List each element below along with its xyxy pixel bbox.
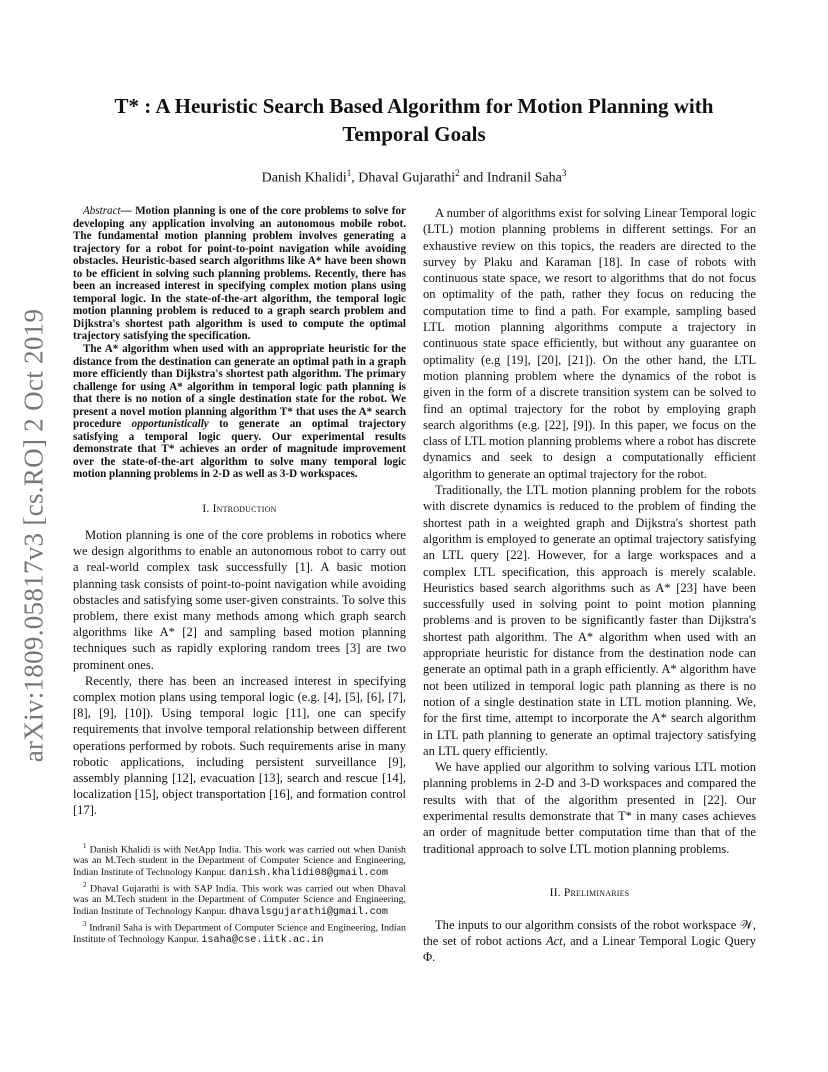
abstract-text: to generate an optimal trajectory satisfying a temporal logic query. Our experimental results demonstrate that T* achieves an order of magnitude improvement over the state-of-the-art algorithm to solve many temporal logic motion planning problems in 2-D as well as 3-D workspaces.	[73, 418, 406, 481]
footnote-email[interactable]: isaha@cse.iitk.ac.in	[201, 934, 324, 946]
section-title: Introduction	[212, 503, 277, 516]
abstract-emphasis: opportunistically	[131, 418, 209, 431]
author-separator: ,	[351, 170, 359, 186]
body-text: , and a Linear Temporal Logic Query Φ.	[423, 934, 756, 965]
footnote-text: Indranil Saha is with Department of Computer Science and Engineering, Indian Institute of Technology Kanpur.	[73, 922, 406, 945]
math-symbol: 𝒲	[739, 917, 753, 932]
footnote-mark: 3	[83, 920, 87, 929]
abstract-text: The A* algorithm when used with an appropriate heuristic for the distance from the destination can generate an optimal path in a graph more efficiently than Dijkstra's shortest path algorithm. The primary challenge for using A* algorithm in temporal logic path planning is that there is no notion of a single destination state for the robot. We present a novel motion planning algorithm T* that uses the A* search procedure	[73, 343, 406, 431]
body-text: The inputs to our algorithm consists of the robot workspace	[435, 917, 740, 932]
abstract-dash: —	[120, 205, 136, 217]
body-paragraph: Recently, there has been an increased interest in specifying complex motion plans using temporal logic (e.g. [4], [5], [6], [7], [8], [9], [10]). Using temporal logic [11], one can specify requirements that involve temporal relationship between different operations performed by robots. Such requirements arise in many robotic applications, including persistent surveillance [9], assembly planning [12], evacuation [13], search and rescue [14], localization [15], object transportation [16], and formation control [17].	[73, 673, 406, 818]
math-symbol: Act	[545, 934, 563, 949]
abstract-text: Motion planning is one of the core problems to solve for developing any application involving an autonomous mobile robot. The fundamental motion planning problem involves generating a trajectory for a robot for point-to-point navigation while avoiding obstacles. Heuristic-based search algorithms like A* have been shown to be efficient in solving such planning problems. Recently, there has been an increased interest in specifying complex motion plans using temporal logic. In the state-of-the-art algorithm, the temporal logic motion planning problem is reduced to a graph search problem and Dijkstra's shortest path algorithm is used to compute the optimal trajectory satisfying the specification.	[73, 205, 406, 343]
footnote-text: Dhaval Gujarathi is with SAP India. This work was carried out when Dhaval was an M.Tech student in the Department of Computer Science and Engineering, Indian Institute of Technology Kanpur.	[73, 883, 406, 917]
footnote-mark: 2	[83, 880, 87, 889]
footnote	[73, 919, 406, 946]
footnote-email[interactable]: dhavalsgujarathi@gmail.com	[229, 906, 388, 918]
section-number: II.	[549, 886, 564, 899]
author-affil-mark: 2	[455, 168, 460, 178]
author-name: Danish Khalidi	[261, 170, 347, 186]
footnote-mark: 1	[83, 841, 87, 850]
footnote	[73, 841, 406, 879]
paper-title: T* : A Heuristic Search Based Algorithm for Motion Planning with Temporal Goals	[114, 94, 714, 146]
body-paragraph	[423, 917, 756, 966]
abstract	[73, 205, 406, 481]
footnote-email[interactable]: danish.khalidi08@gmail.com	[229, 867, 388, 879]
abstract-paragraph	[73, 205, 406, 343]
footnote	[73, 880, 406, 918]
section-title: Preliminaries	[563, 886, 630, 899]
footnote-text: Danish Khalidi is with NetApp India. This work was carried out when Danish was an M.Tech student in the Department of Computer Science and Engineering, Indian Institute of Technology Kanpur.	[73, 843, 406, 878]
body-paragraph: We have applied our algorithm to solving various LTL motion planning problems in 2-D and 3-D workspaces and compared the results with that of the algorithm presented in [22]. Our experimental results demonstrate that T* in many cases achieves an order of magnitude better computation time than that of the traditional approach to solve LTL motion planning problems.	[423, 760, 756, 856]
prelim-body	[423, 917, 756, 966]
section-number: I.	[202, 503, 213, 516]
footnotes	[73, 841, 406, 946]
right-column	[423, 205, 756, 966]
author-affil-mark: 1	[346, 168, 352, 178]
abstract-heading: Abstract	[83, 205, 121, 217]
section-heading-introduction	[73, 503, 406, 515]
left-column	[73, 205, 406, 947]
body-paragraph: Motion planning is one of the core problems in robotics where we design algorithms to enable an autonomous robot to carry out a real-world complex task successfully [1]. A basic motion planning task consists of point-to-point navigation while avoiding obstacles and satisfying some user-given constraints. To solve this problem, there exist many methods among which graph search algorithms like A* [2] and sampling based motion planning techniques such as rapidly exploring random trees [3] are two prominent ones.	[73, 528, 406, 672]
body-paragraph: Traditionally, the LTL motion planning problem for the robots with discrete dynamics is reduced to the problem of finding the shortest path in a weighted graph and Dijkstra's shortest path algorithm is employed to generate an optimal trajectory satisfying an LTL query [22]. However, for a large workspaces and a complex LTL specification, this approach is merely scalable. Heuristics based search algorithms such as A* [23] have been successfully used in solving point to point motion planning problems and is proven to be significantly faster than Dijkstra's shortest path algorithm. The A* algorithm when used with an appropriate heuristic for distance from the destination node can generate an optimal path in a graph efficiently. A* algorithm have not been utilized in temporal logic path planning as there is no notion of a single destination state in LTL motion planning. We, for the first time, attempt to incorporate the A* search algorithm in LTL path planning to generate an optimal trajectory satisfying an LTL query efficiently.	[423, 483, 756, 758]
intro-body-left	[73, 527, 406, 819]
body-text: , the set of robot actions	[423, 917, 756, 949]
author-line	[70, 168, 758, 187]
section-heading-preliminaries	[423, 887, 756, 899]
author-separator: and	[459, 170, 487, 186]
arxiv-stamp	[14, 295, 54, 775]
author-name: Indranil Saha	[486, 170, 562, 186]
author-name: Dhaval Gujarathi	[358, 170, 456, 186]
author-affil-mark: 3	[561, 168, 567, 178]
abstract-paragraph	[73, 343, 406, 481]
intro-body-right	[423, 205, 756, 857]
body-paragraph: A number of algorithms exist for solving Linear Temporal logic (LTL) motion planning problems in different settings. For an exhaustive review on this topics, the readers are directed to the survey by Plaku and Karaman [18]. In case of robots with continuous state space, we resort to algorithms that do not focus on optimality of the path, rather they focus on reducing the computation time to find a path. For example, sampling based LTL motion planning algorithms compute a trajectory in continuous state space efficiently, but without any guarantee on optimality (e.g [19], [20], [21]). On the other hand, the LTL motion planning problem where the dynamics of the robot is given in the form of a discrete transition system can be solved to find an optimal trajectory for the robot by employing graph search algorithms (e.g. [22], [9]). In this paper, we focus on the class of LTL motion planning problems where a robot has discrete dynamics and seek to design a computationally efficient algorithm to generate an optimal trajectory for the robot.	[423, 206, 756, 481]
arxiv-stamp-text: arXiv:1809.05817v3 [cs.RO] 2 Oct 2019	[18, 308, 49, 762]
